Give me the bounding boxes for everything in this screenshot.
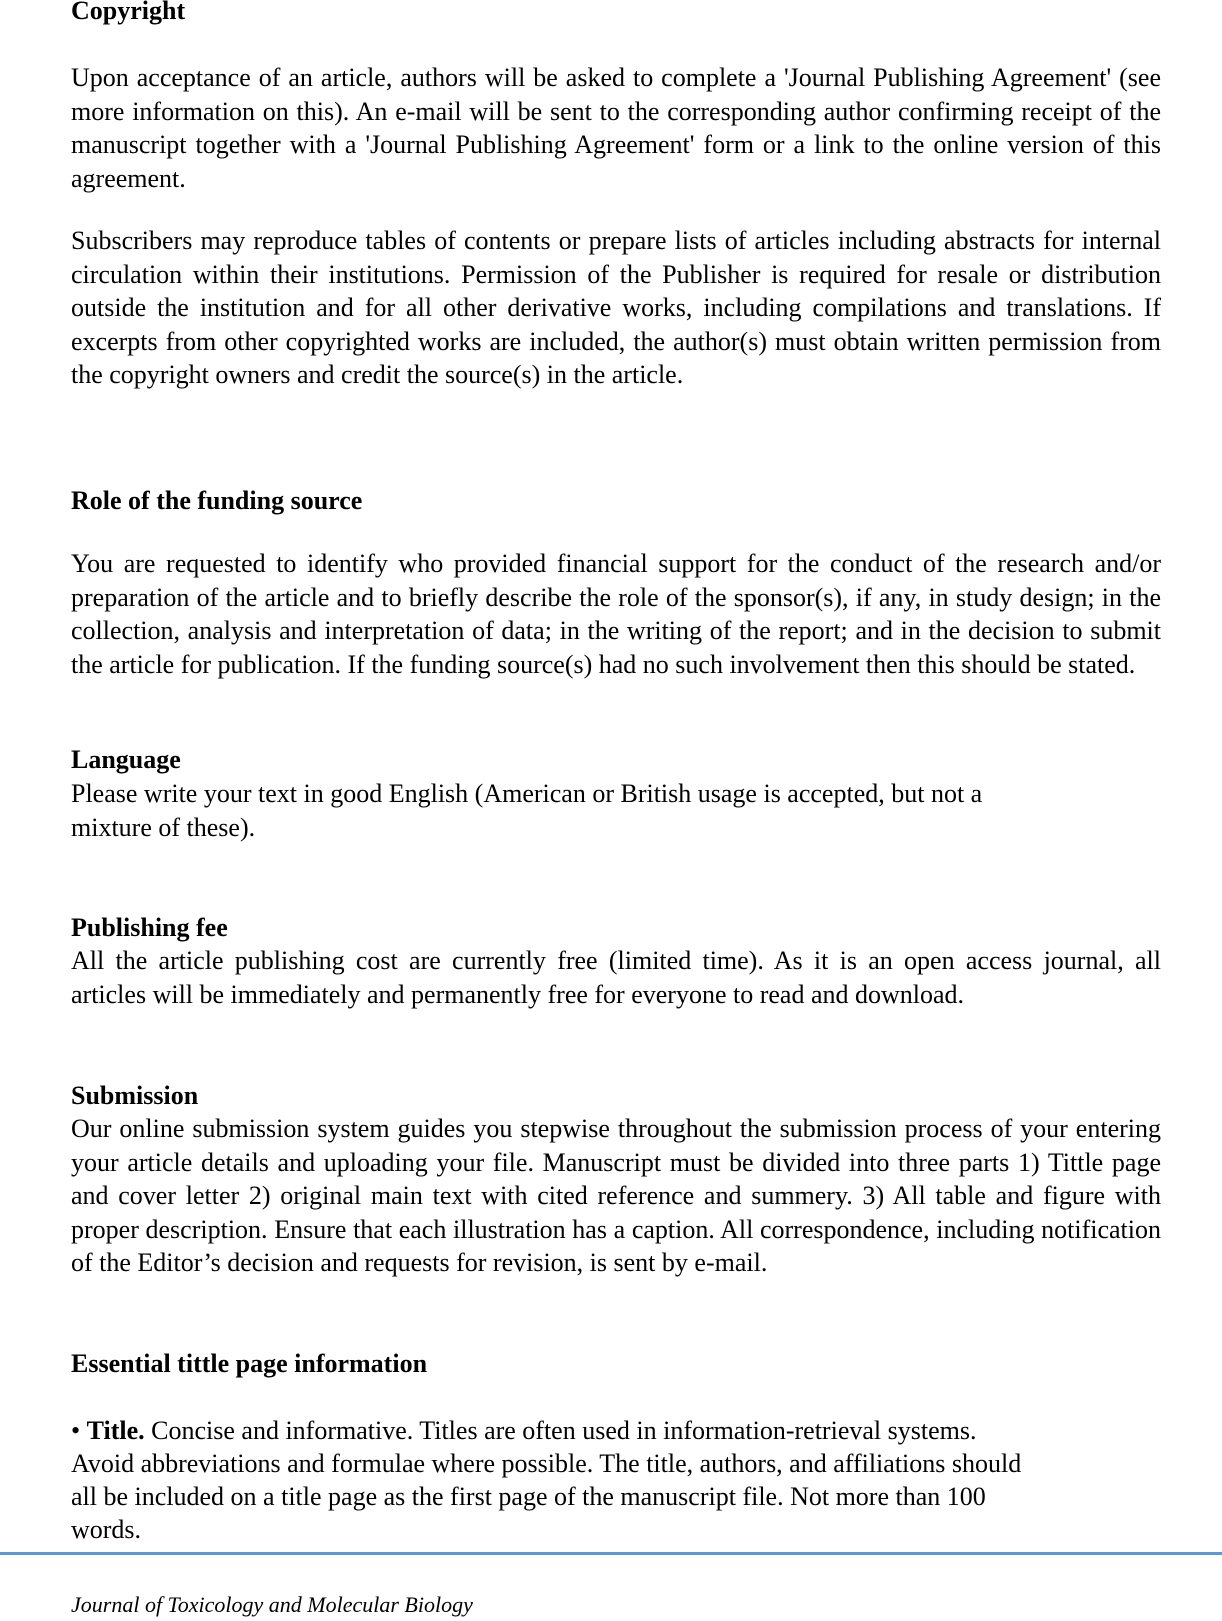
language-line-1: Please write your text in good English (American or British usage is accepted, but not a bbox=[71, 779, 983, 808]
footer-divider bbox=[0, 1552, 1222, 1555]
copyright-paragraph-2: Subscribers may reproduce tables of contents or prepare lists of articles including abstracts for internal circulation within their institutions. Permission of the Publisher is required for resale or distribution outside the institution and for all other derivative works, including compilations and translations. If excerpts from other copyrighted works are included, the author(s) must obtain written permission from the copyright owners and credit the source(s) in the article. bbox=[71, 226, 1161, 389]
journal-name: Journal of Toxicology and Molecular Biology bbox=[71, 1592, 473, 1617]
title-line-4: words. bbox=[71, 1515, 142, 1544]
funding-heading: Role of the funding source bbox=[71, 486, 363, 515]
copyright-heading: Copyright bbox=[71, 0, 186, 25]
language-heading: Language bbox=[71, 745, 181, 774]
submission-paragraph: Our online submission system guides you stepwise throughout the submission process of your entering your article details and uploading your file. Manuscript must be divided into three parts 1) Tittle page and cover letter 2) original main text with cited reference and summery. 3) All table and figure with proper description. Ensure that each illustration has a caption. All correspondence, including notification of the Editor’s decision and requests for revision, is sent by e-mail. bbox=[71, 1114, 1161, 1277]
bullet-point: • bbox=[71, 1416, 81, 1445]
title-page-heading: Essential tittle page information bbox=[71, 1349, 428, 1378]
publishing-fee-paragraph: All the article publishing cost are currently free (limited time). As it is an open access journal, all articles will be immediately and permanently free for everyone to read and download. bbox=[71, 946, 1161, 1009]
language-line-2: mixture of these). bbox=[71, 813, 256, 842]
title-line-3: all be included on a title page as the first page of the manuscript file. Not more than 100 bbox=[71, 1482, 986, 1511]
funding-paragraph: You are requested to identify who provided financial support for the conduct of the research and/or preparation of the article and to briefly describe the role of the sponsor(s), if any, in study design; in the collection, analysis and interpretation of data; in the writing of the report; and in the decision to submit the article for publication. If the funding source(s) had no such involvement then this should be stated. bbox=[71, 549, 1161, 679]
submission-heading: Submission bbox=[71, 1081, 199, 1110]
copyright-paragraph-1: Upon acceptance of an article, authors will be asked to complete a 'Journal Publishing Agreement' (see more information on this). An e-mail will be sent to the corresponding author confirming receipt of the manuscript together with a 'Journal Publishing Agreement' form or a link to the online version of this agreement. bbox=[71, 63, 1161, 193]
publishing-fee-heading: Publishing fee bbox=[71, 913, 228, 942]
title-line-2: Avoid abbreviations and formulae where possible. The title, authors, and affiliations should bbox=[71, 1449, 1022, 1478]
title-bullet-text: Concise and informative. Titles are often used in information-retrieval systems. bbox=[151, 1416, 977, 1445]
title-bullet-line bbox=[71, 1414, 976, 1448]
title-bullet-lead: Title. bbox=[86, 1416, 145, 1445]
